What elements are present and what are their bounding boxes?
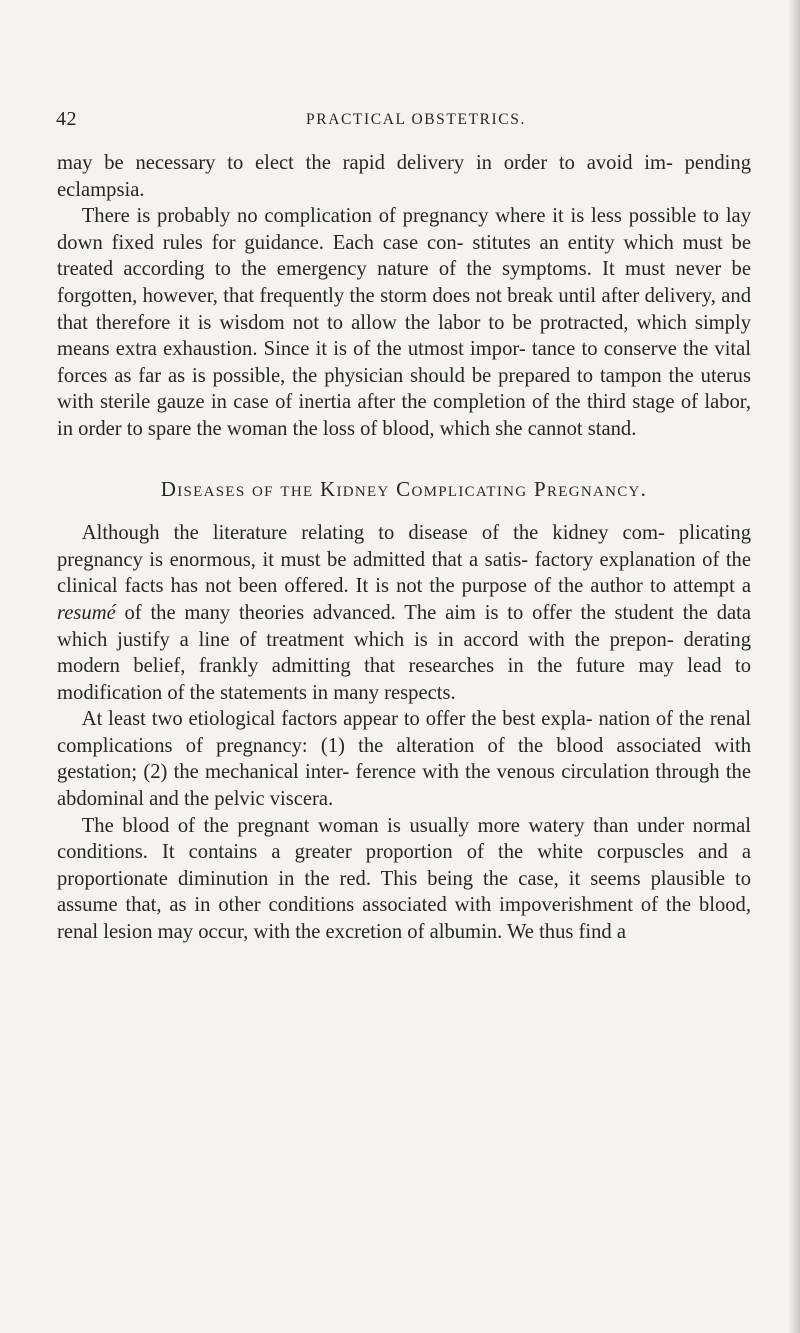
paragraph-literature — [57, 520, 751, 706]
paragraph-complications: There is probably no complication of pregnancy where it is less possible to lay down fixed rules for guidance. Each case con- stitutes an entity which must be treated according to the emergency nature of the symptoms. It must never be forgotten, however, that frequently the storm does not break until after delivery, and that therefore it is wisdom not to allow the labor to be protracted, which simply means extra exhaustion. Since it is of the utmost impor- tance to conserve the vital forces as far as is possible, the physician should be prepared to tampon the uterus with sterile gauze in case of inertia after the completion of the third stage of labor, in order to spare the woman the loss of blood, which she cannot stand. — [57, 205, 751, 440]
page-number: 42 — [56, 108, 77, 130]
paragraph-continued: may be necessary to elect the rapid delivery in order to avoid im- pending eclampsia. — [57, 152, 751, 201]
paragraph-etiology: At least two etiological factors appear to offer the best expla- nation of the renal complications of pregnancy: (1) the alteration of the blood associated with gestation; (2) the mechanical inter- ference with the venous circulation through the abdominal and the pelvic viscera. — [57, 708, 751, 811]
page-edge-shadow — [788, 0, 800, 1333]
paragraph-blood: The blood of the pregnant woman is usually more watery than under normal conditions. It contains a greater proportion of the white corpuscles and a proportionate diminution in the red. This being the case, it seems plausible to assume that, as in other conditions associated with impoverishment of the blood, renal lesion may occur, with the excretion of albumin. We thus find a — [57, 814, 751, 944]
paragraph-literature-part2: of the many theories advanced. The aim is to offer the student the data which justify a line of treatment which is in accord with the prepon- derating modern belief, frankly admitting that researches in the future may lead to modification of the statements in many respects. — [57, 601, 751, 704]
page-header — [56, 108, 756, 138]
section-heading: Diseases of the Kidney Complicating Pregnancy. — [160, 476, 648, 501]
italic-resume: resumé — [57, 601, 116, 624]
body-text — [57, 150, 751, 946]
paragraph-literature-part1: Although the literature relating to disease of the kidney com- plicating pregnancy is enormous, it must be admitted that a satis- factory explanation of the clinical facts has not been offered. It is not the purpose of the author to attempt a — [57, 522, 751, 598]
running-head: PRACTICAL OBSTETRICS. — [306, 111, 526, 128]
